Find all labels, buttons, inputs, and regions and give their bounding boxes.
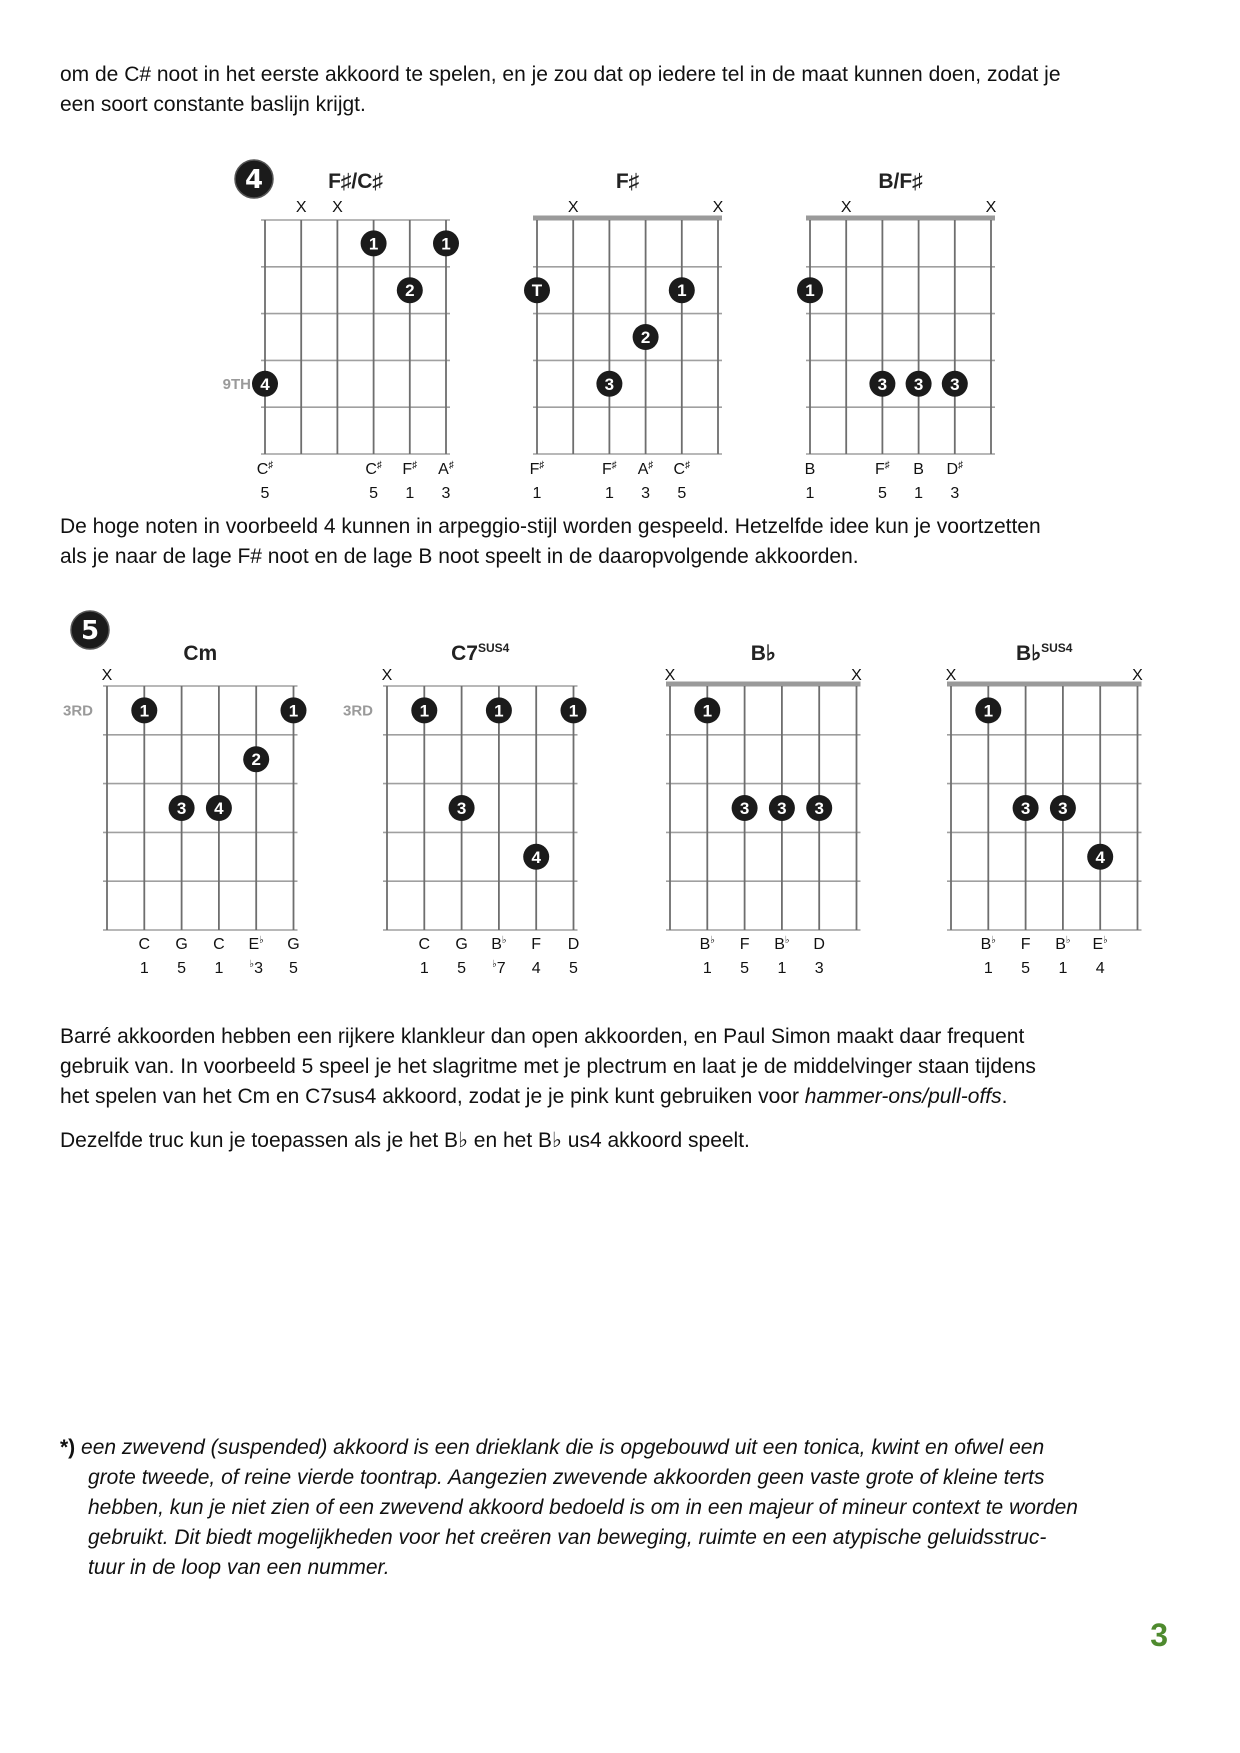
chord-name [328,170,383,193]
interval-degree [677,485,686,502]
interval-degree [533,485,542,502]
note-letter: B [699,936,711,953]
finger-number: 3 [456,799,467,818]
degree-accidental: ♭ [492,959,497,970]
example-5 [63,611,1143,977]
example-number: 4 [244,165,264,195]
finger-number: 3 [604,374,615,394]
chord-name-main: B/F♯ [878,170,923,193]
chord-diagram [524,170,724,502]
chord-diagram [223,170,459,502]
note-letter: F [531,936,542,953]
finger-number: 4 [1095,847,1105,867]
interval-degree [442,485,451,502]
finger-number: 4 [531,847,541,867]
finger-number: 2 [640,328,651,347]
muted-string-marker: X [712,199,724,216]
note-name [700,935,715,953]
finger-number: 2 [405,281,415,301]
note-name [175,936,187,953]
note-name [257,460,274,478]
intro-line-1: om de C# noot in het eerste akkoord te spelen, en je zou dat op iedere tel in de maat kunnen doen, zodat je [60,63,1061,86]
note-letter: F [739,936,750,953]
interval-degree [261,485,270,502]
interval-degree [950,485,959,502]
note-accidental: ♭ [991,935,996,946]
interval-degree [214,960,223,977]
muted-string-marker: X [567,199,579,216]
note-accidental: ♭ [259,935,264,946]
muted-string-marker: X [985,199,997,216]
finger-number: 3 [739,799,750,818]
degree-number: 1 [914,485,924,502]
note-accidental: ♯ [884,460,890,471]
finger-number: 3 [1020,799,1031,818]
note-letter: D [946,461,959,478]
footnote-line-1 [60,1433,1180,1463]
finger-number: 3 [1058,799,1068,818]
finger-number: 1 [805,281,815,301]
finger-number: 1 [419,701,430,721]
degree-number: 1 [777,960,787,977]
degree-number: 1 [983,960,993,977]
degree-number: 1 [805,485,815,502]
degree-number: 1 [405,485,415,502]
muted-string-marker: X [1132,667,1143,684]
chord-name [751,642,776,665]
degree-number: 4 [531,960,541,977]
note-name [139,936,151,953]
chord-name-suffix: SUS4 [478,641,510,655]
note-accidental: ♯ [376,460,382,471]
note-name [419,936,431,953]
interval-degree [369,485,378,502]
interval-degree [1058,960,1067,977]
note-letter: C [138,936,151,953]
note-accidental: ♭ [1103,935,1108,946]
note-name [438,460,454,478]
interval-degree [605,485,614,502]
note-name [1093,935,1108,953]
note-name [638,460,654,478]
degree-number: 3 [641,485,651,502]
interval-degree [405,485,414,502]
note-letter: C [365,461,377,478]
degree-number: 5 [1021,960,1031,977]
note-letter: G [455,936,468,953]
technique-term: hammer-ons/pull-offs [804,1085,1002,1108]
note-letter: B [1055,936,1066,953]
example-number: 5 [80,616,100,646]
finger-number: 3 [877,374,888,394]
note-letter: D [567,936,580,953]
degree-number: 5 [177,960,187,977]
after4-line-2: als je naar de lage F# noot en de lage B noot speelt in de daaropvolgende akkoorden. [60,545,859,568]
note-letter: A [637,461,649,478]
note-name [287,936,299,953]
after5-line-2: gebruik van. In voorbeeld 5 speel je het slagritme met je plectrum en laat je de middelvinger staan tijdens [60,1055,1036,1078]
finger-number: 3 [176,799,187,818]
interval-degree [420,960,429,977]
note-name [805,461,816,478]
chord-diagram [797,170,997,502]
note-letter: C [418,936,431,953]
note-letter: F [1020,936,1031,953]
degree-number: 5 [877,485,887,502]
chord-name [183,642,217,665]
chord-diagram [343,641,587,977]
note-name [530,460,545,478]
muted-string-marker: X [295,199,307,216]
footnote-marker: *) [60,1436,76,1459]
degree-number: 1 [604,485,614,502]
note-letter: F [875,461,885,478]
muted-string-marker: X [101,667,113,684]
muted-string-marker: X [332,199,343,216]
note-name [602,460,617,478]
degree-number: 4 [1095,960,1105,977]
example-5-description [60,1022,1180,1112]
finger-number: 1 [702,701,713,721]
footnote-line-2: grote tweede, of reine vierde toontrap. Aangezien zwevende akkoorden geen vaste grote of kleine terts [88,1466,1045,1489]
finger-number: 3 [950,374,960,394]
interval-degree [806,485,815,502]
note-letter: E [1092,936,1104,953]
degree-number: 5 [740,960,750,977]
finger-number: 1 [677,281,687,301]
finger-number: 1 [288,701,299,721]
note-name [981,935,996,953]
chord-name-suffix: SUS4 [1041,641,1073,655]
note-name [402,460,417,478]
note-letter: F [402,461,413,478]
interval-degree [984,960,993,977]
muted-string-marker: X [851,667,862,684]
finger-number: 4 [260,374,270,394]
chord-name [1016,641,1073,665]
note-letter: C [673,461,686,478]
footnote-line-3: hebben, kun je niet zien of een zwevend akkoord bedoeld is om in een majeur of mineur context te worden [88,1496,1078,1519]
footnote-text-1: een zwevend (suspended) akkoord is een drieklank die is opgebouwd uit een tonica, kwint en ofwel een [81,1436,1045,1459]
chord-name-main: B♭ [1016,642,1042,665]
muted-string-marker: X [840,199,852,216]
chord-name-main: F♯ [615,170,640,193]
degree-number: 3 [950,485,960,502]
interval-degree [177,960,186,977]
note-name [365,460,382,478]
page-number: 3 [1150,1617,1168,1653]
interval-degree [1096,960,1105,977]
chord-diagram [946,641,1144,977]
degree-number: 5 [457,960,467,977]
finger-number: 4 [214,799,224,818]
note-name [740,936,750,953]
after5-line-3-end: . [1001,1085,1008,1108]
after4-line-1: De hoge noten in voorbeeld 4 kunnen in arpeggio-stijl worden gespeeld. Hetzelfde idee kun je voortzetten [60,515,1041,538]
example-4 [223,160,997,502]
chord-name-main: Cm [183,642,218,665]
note-letter: D [813,936,825,953]
degree-number: 3 [441,485,451,502]
note-letter: F [529,461,540,478]
degree-number: 3 [254,960,264,977]
finger-number: 1 [494,701,504,721]
note-accidental: ♯ [412,460,418,471]
degree-number: 5 [260,485,270,502]
muted-string-marker: X [945,667,957,684]
note-letter: B [980,936,992,953]
note-letter: G [175,936,188,953]
interval-degree [777,960,786,977]
note-accidental: ♭ [1065,935,1071,946]
degree-number: 1 [702,960,712,977]
finger-number: 1 [368,234,379,254]
footnote [60,1433,1180,1583]
note-name [1055,935,1070,953]
finger-number: 2 [251,750,261,770]
degree-accidental: ♭ [249,959,255,970]
note-name [531,936,541,953]
note-accidental: ♭ [501,935,507,946]
muted-string-marker: X [381,667,393,684]
note-name [455,936,467,953]
note-letter: C [213,936,225,953]
bflat-paragraph [60,1126,1180,1156]
note-name [875,460,890,478]
degree-number: 7 [496,960,506,977]
note-letter: B [913,461,924,478]
degree-number: 1 [139,960,149,977]
after5-line-1: Barré akkoorden hebben een rijkere klankleur dan open akkoorden, en Paul Simon maakt daar frequent [60,1025,1025,1048]
interval-degree [914,485,923,502]
finger-number: T [531,281,543,301]
note-name [774,935,789,953]
degree-number: 3 [814,960,824,977]
after5-line-3-text: het spelen van het Cm en C7sus4 akkoord, zodat je je pink kunt gebruiken voor [60,1085,805,1108]
chord-diagram [63,642,307,977]
interval-degree [289,960,298,977]
footnote-line-4: gebruikt. Dit biedt mogelijkheden voor het creëren van beweging, ruimte en een atypische geluidsstruc- [88,1526,1047,1549]
interval-degree [249,959,263,977]
muted-string-marker: X [664,667,676,684]
interval-degree [569,960,578,977]
note-name [1021,936,1031,953]
finger-number: 3 [777,799,787,818]
chord-diagram [665,642,863,977]
note-accidental: ♯ [539,460,545,471]
interval-degree [457,960,466,977]
note-letter: C [256,461,269,478]
finger-number: 1 [441,234,451,254]
footnote-line-5: tuur in de loop van een nummer. [88,1556,390,1579]
degree-number: 5 [289,960,298,977]
chord-name [451,641,510,665]
note-name [249,935,264,953]
interval-degree [1021,960,1030,977]
fret-position-label: 3RD [342,702,373,720]
interval-degree [532,960,541,977]
chord-name-main: F♯/C♯ [328,170,383,193]
degree-number: 1 [1058,960,1068,977]
note-name [913,461,924,478]
note-letter: A [438,461,449,478]
interval-degree [878,485,887,502]
note-name [491,935,506,953]
note-accidental: ♭ [784,935,790,946]
after5-line-3 [60,1085,1007,1108]
note-name [947,460,964,478]
chord-name-main: B♭ [750,642,776,665]
finger-number: 1 [983,701,994,721]
note-accidental: ♯ [685,460,691,471]
degree-number: 1 [214,960,224,977]
example-4-description [60,512,1180,572]
note-name [813,936,825,953]
interval-degree [140,960,149,977]
finger-number: 3 [913,374,924,394]
note-letter: B [491,936,502,953]
note-letter: G [287,936,300,953]
fret-position-label: 3RD [62,702,93,720]
note-letter: B [774,936,785,953]
interval-degree [703,960,712,977]
note-accidental: ♯ [648,460,654,471]
interval-degree [815,960,824,977]
degree-number: 1 [419,960,429,977]
chord-name [616,170,640,193]
note-letter: E [248,936,260,953]
finger-number: 1 [139,701,150,721]
note-name [213,936,225,953]
note-letter: B [804,461,816,478]
note-accidental: ♭ [710,935,715,946]
note-accidental: ♯ [268,460,274,471]
note-accidental: ♯ [448,460,454,471]
fret-position-label: 9TH [222,375,251,393]
note-accidental: ♯ [958,460,964,471]
degree-number: 5 [369,485,379,502]
after5-line-4: Dezelfde truc kun je toepassen als je het B♭ en het B♭ us4 akkoord speelt. [60,1129,750,1152]
intro-line-2: een soort constante baslijn krijgt. [60,93,366,116]
degree-number: 5 [569,960,578,977]
interval-degree [492,959,506,977]
degree-number: 1 [532,485,542,502]
degree-number: 5 [677,485,687,502]
note-name [568,936,580,953]
note-accidental: ♯ [611,460,617,471]
chord-name-main: C7 [451,642,478,665]
finger-number: 1 [568,701,579,721]
finger-number: 3 [814,799,824,818]
chord-name [878,170,923,193]
interval-degree [641,485,650,502]
note-name [674,460,691,478]
note-letter: F [602,461,612,478]
interval-degree [740,960,749,977]
